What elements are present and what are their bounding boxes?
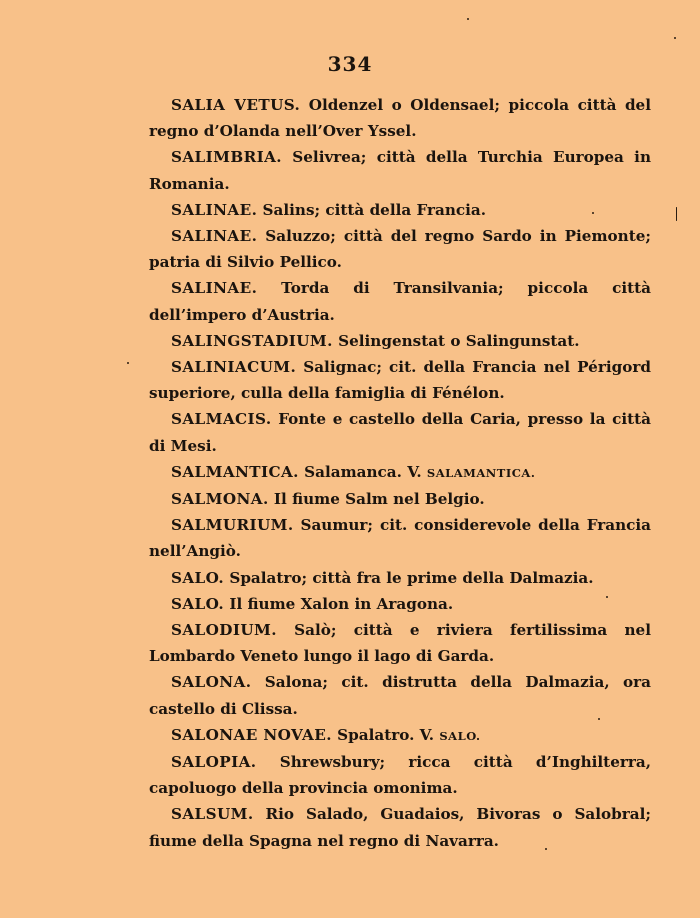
dictionary-entry <box>149 459 651 486</box>
entry-headword: SALINAE. <box>171 227 258 246</box>
entry-headword: SALINGSTADIUM. <box>171 331 333 350</box>
entry-definition: Saluzzo; città del regno Sardo in Piemonte; patria di Silvio Pellico. <box>149 227 651 272</box>
print-speck <box>467 18 469 20</box>
dictionary-entry <box>149 617 651 669</box>
dictionary-entry <box>149 223 651 275</box>
dictionary-entry <box>149 92 651 144</box>
print-speck <box>127 362 129 364</box>
entry-headword: SALONAE NOVAE. <box>171 725 332 744</box>
entry-headword: SALINAE. <box>171 279 258 298</box>
dictionary-entry <box>149 669 651 721</box>
cross-reference: SALO. <box>439 728 481 743</box>
entry-headword: SALMACIS. <box>171 410 272 429</box>
entry-definition: Salò; città e riviera fertilissima nel Lombardo Veneto lungo il lago di Garda. <box>149 621 651 666</box>
entry-headword: SALSUM. <box>171 805 254 824</box>
entry-headword: SALMANTICA. <box>171 462 299 481</box>
dictionary-entry <box>149 275 651 327</box>
dictionary-entry <box>149 512 651 564</box>
dictionary-entry <box>149 406 651 458</box>
entry-definition: Il fiume Salm nel Belgio. <box>268 490 485 509</box>
entry-definition: Oldenzel o Oldensael; piccola città del regno d’Olanda nell’Over Yssel. <box>149 96 651 141</box>
entry-definition: Spalatro. V. <box>331 725 440 744</box>
entry-definition: Shrewsbury; ricca città d’Inghilterra, capoluogo della provincia omonima. <box>149 753 651 798</box>
print-speck <box>674 37 676 39</box>
entry-headword: SALIMBRIA. <box>171 148 282 167</box>
entry-headword: SALMURIUM. <box>171 516 294 535</box>
entry-definition: Fonte e castello della Caria, presso la città di Mesi. <box>149 410 651 455</box>
entry-definition: Saumur; cit. considerevole della Francia nell’Angiò. <box>149 516 651 561</box>
print-speck <box>592 212 594 214</box>
entry-headword: SALODIUM. <box>171 621 277 640</box>
dictionary-entry <box>149 328 651 354</box>
entry-headword: SALONA. <box>171 673 252 692</box>
dictionary-entries <box>149 92 651 854</box>
entry-headword: SALOPIA. <box>171 753 257 772</box>
entry-headword: SALO. <box>171 594 225 613</box>
cross-reference: SALAMANTICA. <box>426 465 536 480</box>
print-speck <box>676 207 677 221</box>
entry-headword: SALINAE. <box>171 200 258 219</box>
entry-definition: Rio Salado, Guadaios, Bivoras o Salobral; fiume della Spagna nel regno di Navarra. <box>149 805 651 850</box>
entry-headword: SALIA VETUS. <box>171 96 301 114</box>
entry-definition: Salamanca. V. <box>298 462 427 481</box>
entry-headword: SALINIACUM. <box>171 358 297 377</box>
dictionary-entry <box>149 801 651 853</box>
dictionary-entry <box>149 197 651 223</box>
page-number: 334 <box>327 52 373 76</box>
dictionary-entry <box>149 144 651 196</box>
dictionary-entry <box>149 354 651 406</box>
entry-definition: Salona; cit. distrutta della Dalmazia, ora castello di Clissa. <box>149 673 651 718</box>
print-speck <box>598 718 600 720</box>
entry-definition: Salins; città della Francia. <box>257 200 487 219</box>
dictionary-entry <box>149 486 651 512</box>
dictionary-entry <box>149 749 651 801</box>
entry-definition: Il fiume Xalon in Aragona. <box>224 594 454 613</box>
entry-headword: SALO. <box>171 568 225 587</box>
print-speck <box>606 596 608 598</box>
entry-definition: Torda di Transilvania; piccola città dell’impero d’Austria. <box>149 279 651 324</box>
entry-definition: Selingenstat o Salingunstat. <box>332 331 580 350</box>
entry-definition: Spalatro; città fra le prime della Dalmazia. <box>224 568 594 587</box>
dictionary-entry <box>149 722 651 749</box>
dictionary-entry <box>149 591 651 617</box>
print-speck <box>545 848 547 850</box>
entry-definition: Selivrea; città della Turchia Europea in Romania. <box>149 148 651 193</box>
entry-headword: SALMONA. <box>171 490 269 509</box>
entry-definition: Salignac; cit. della Francia nel Périgord superiore, culla della famiglia di Fénélon. <box>149 358 651 403</box>
dictionary-entry <box>149 565 651 591</box>
